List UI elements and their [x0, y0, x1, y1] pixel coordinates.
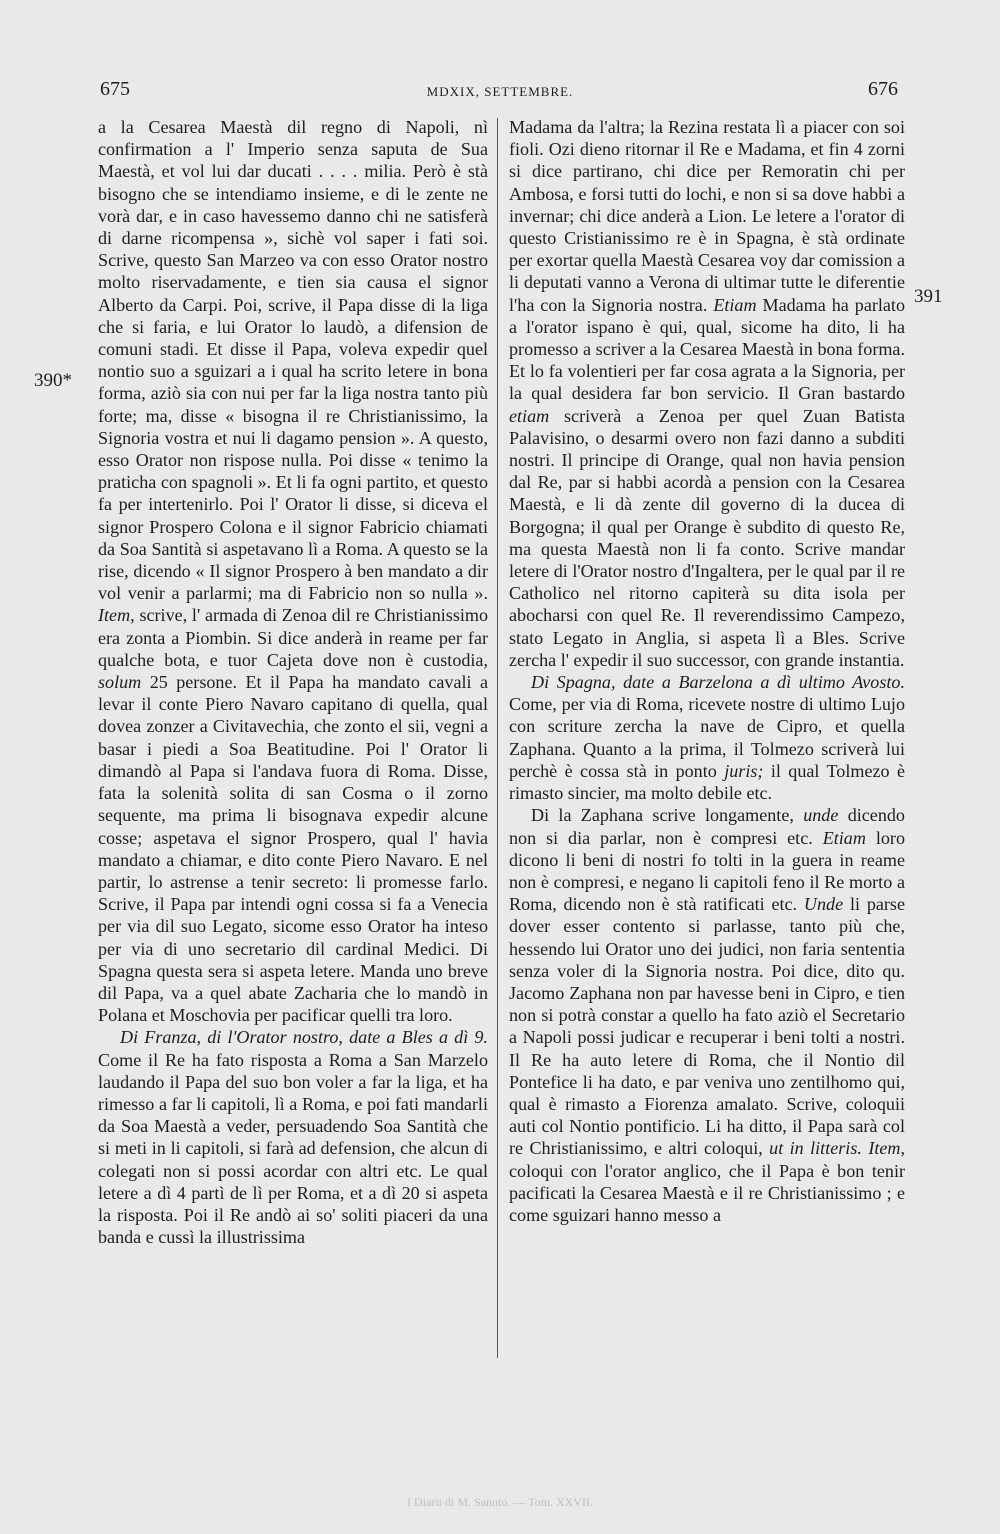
text-run: scrive, l' armada di Zenoa dil re Christianissimo era zonta a Piombin. Si dice anderà in reame per far qualche bota, e tuor Cajeta dove non è custodia, [98, 605, 489, 670]
right-column [509, 116, 905, 1226]
left-column [98, 116, 488, 1248]
text-run: Madama ha parlato a l'orator ispano è qui, qual, sicome ha dito, li ha promesso a scriver a la Cesarea Maestà in bona forma. Et lo fa volentieri per far cosa agrata a la Signoria, per la qual desidera far bon servicio. Il Gran bastardo [509, 294, 906, 404]
right-page-number: 676 [868, 78, 898, 100]
text-run: loro dicono li beni di nostri fo tolti in la guera in reame non è compresi, e negano li capitoli feno il Re morto a Roma, dicendo non è stà ratificati etc. [509, 827, 906, 915]
section-heading: Di Spagna, date a Barzelona a dì ultimo Avosto. [531, 672, 905, 693]
margin-folio-right: 391 [914, 286, 943, 307]
text-run-italic: etiam [509, 405, 550, 426]
text-run: Madama da l'altra; la Rezina restata lì a piacer con soi fioli. Ozi dieno ritornar il Re e Madama, et fin 4 zorni si dice partirano, chi dice per Remoratin chi per Ambosa, e forsi tutti do lochi, e non si sa dove habbi a invernar; chi dice anderà a Lion. Le letere a l'orator di questo Cristianissimo re è in Spagna, è stà ordinate per exortar quella Maestà Cesarea voy dar comission a li deputati vanno a Verona di ultimar tutte le diferentie l'ha con la Signoria nostra. [509, 117, 905, 315]
right-paragraph-1 [509, 116, 905, 671]
text-run: 25 persone. Et il Papa ha mandato cavali a levar il conte Piero Navaro capitano di quella, qual dovea zonzer a Civitavechia, che zonto el sii, vegni a basar i piedi a Soa Beatitudine. Poi l' Orator li dimandò al Papa si l'andava fuora di Roma. Disse, fata la solenità solita di san Cosma o il zorno sequente, ma prima li bisognava expedir alcune cosse; aspetava el signor Prospero, qual l' havia mandato a chiamar, e dito conte Piero Navaro. E nel partir, lo astrense a tenir secreto: li promesse farlo. Scrive, il Papa par intendi ogni cossa si fa a Venecia per via dil suo Legato, sicome esso Orator ha inteso per via di uno secretario dil cardinal Medici. Di Spagna questa sera si aspeta letere. Manda uno breve dil Papa, va a quel abate Zacharia che lo mandò in Polana et Moschovia per pacificar quelli tra loro. [98, 672, 489, 1026]
text-run: scriverà a Zenoa per quel Zuan Batista Palavisino, o desarmi overo non fazi danno a subditi nostri. Il principe di Orange, qual non havia pension dal Re, par si habbi acordà a pension con la Cesarea Maestà, e li dà zente dil governo di la ducea di Borgogna; il qual per Orange è subdito di questo Re, ma questa Maestà non li fa conto. Scrive mandar letere di l'Orator nostro d'Ingaltera, per le qual par il re Catholico nel ritorno capiterà su dita isola per abocharsi con quel Re. Il reverendissimo Campezo, stato Legato in Anglia, si aspeta lì a Bles. Scrive zercha l' expedir il suo successor, con grande instantia. [509, 405, 905, 670]
text-run: coloqui con l'orator anglico, che il Papa è bon tenir pacificati la Cesarea Maestà e il re Christianissimo ; e come sguizari hanno messo a [509, 1160, 905, 1225]
text-run: il qual Tolmezo è rimasto sincier, ma molto debile etc. [509, 760, 905, 804]
text-run-italic: juris; [724, 760, 764, 781]
text-run-italic: solum [98, 672, 142, 693]
text-run-italic: Etiam [822, 827, 866, 848]
text-run-italic: Item, [868, 1138, 905, 1159]
right-paragraph-2 [509, 671, 905, 804]
column-divider [497, 118, 498, 1358]
text-run-italic: ut in litteris. [769, 1138, 862, 1159]
text-run-italic: Unde [803, 894, 844, 915]
text-run: Come il Re ha fato risposta a Roma a San Marzelo laudando il Papa del suo bon voler a far la liga, et ha rimesso a far li capitoli, lì a Roma, e poi fati mandarli da Soa Maestà a veder, persuadendo Soa Santità che si meti in li capitoli, si farà ad defension, che alcun di colegati non si possi acordar con altri etc. Le qual letere a dì 4 partì de lì per Roma, et a dì 20 si aspeta la risposta. Poi il Re andò ai so' soliti piaceri da una banda e cussì la illustrissima [98, 1049, 488, 1248]
section-heading: Di Franza, di l'Orator nostro, date a Bles a dì 9. [120, 1027, 488, 1048]
margin-folio-left: 390* [34, 370, 72, 391]
left-paragraph-2 [98, 1026, 488, 1248]
text-run-italic: unde [803, 805, 839, 826]
left-page-number: 675 [100, 78, 130, 100]
text-run: a la Cesarea Maestà dil regno di Napoli, nì confirmation a l' Imperio senza saputa de Sua Maestà, et vol lui dar ducati . . . . milia. Però è stà bisogno che se intendiamo insieme, e di le zente ne vorà dar, e in caso havessemo danno chi ne satisferà di darne ricompensa », sichè vol saper i fati soi. Scrive, questo San Marzeo va con esso Orator nostro molto riservadamente, e tien sia causa el signor Alberto da Carpi. Poi, scrive, il Papa disse di la liga che si faria, e lui Orator lo laudò, a difension de comuni stadi. Et disse il Papa, voleva expedir quel nontio suo a sguizari a i qual ha scrito letere in bona forma, aziò sia con nui per far la liga nostra tanto più forte; ma, disse « bisogna il re Christianissimo, la Signoria vostra et nui li dagamo pension ». A questo, esso Orator non rispose nulla. Poi disse « tenimo la praticha con spagnoli ». Et li fa ogni partito, et questo fa per intertenirlo. Poi l' Orator li disse, si diceva el signor Prospero Colona e il signor Fabricio chiamati da Soa Santità si aspetavano lì a Roma. A questo se la rise, dicendo « Il signor Prospero à ben mandato a dir vol venir a parlarmi; ma di Fabricio non so nulla ». [98, 117, 488, 604]
text-run: Come, per via di Roma, ricevete nostre di ultimo Lujo con scriture zercha la nave de Cipro, et quella Zaphana. Quanto a la prima, il Tolmezo scriverà lui perchè è cossa stà in ponto [509, 694, 905, 781]
text-run: dicendo non si dia parlar, non è compresi etc. [509, 805, 905, 848]
text-run: Di la Zaphana scrive longamente, [531, 805, 794, 826]
left-paragraph-1 [98, 116, 488, 1026]
running-title: MDXIX, SETTEMBRE. [426, 84, 574, 99]
text-run-italic: Item, [98, 605, 135, 626]
text-run-italic: Etiam [713, 294, 757, 315]
bleed-through-footer: I Diarii di M. Sanuto. — Tom. XXVII. [407, 1495, 593, 1509]
text-run: li parse dover esser contento si parlasse, tanto più che, hessendo lui Orator uno dei judici, non faria sententia senza voler di la Signoria nostra. Poi dice, dito qu. Jacomo Zaphana non par havesse beni in Cipro, e tien non si potrà constar a quello ha fato aziò el Secretario a Napoli possi judicar e recuperar i beni tolti a nostri. Il Re ha auto letere di Roma, che il Nontio dil Pontefice li ha dato, e par veniva uno zentilhomo qui, qual è rimasto a Fiorenza amalato. Scrive, coloquii auti col Nontio pontificio. Li ha ditto, il Papa sarà col re Christianissimo, e altri coloqui, [509, 894, 905, 1159]
right-paragraph-3 [509, 804, 905, 1226]
